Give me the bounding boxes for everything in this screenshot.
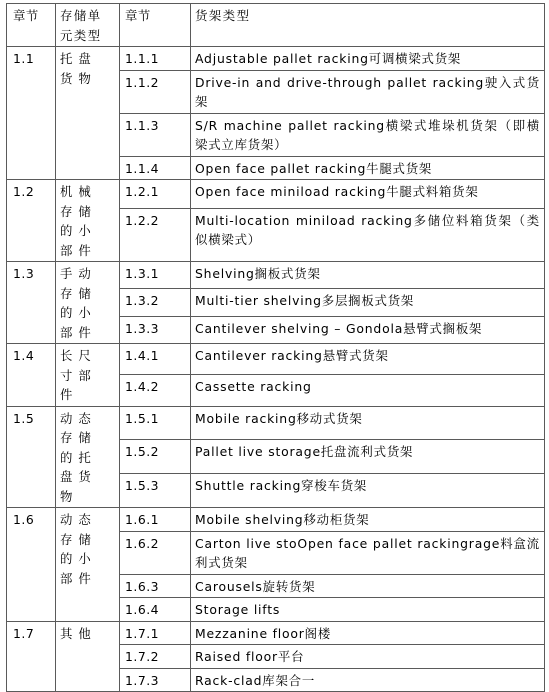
subsection-number: 1.2.2 <box>120 208 191 261</box>
storage-unit-type: 机械存储的小部件 <box>56 180 120 262</box>
rack-type: Shuttle racking穿梭车货架 <box>191 474 545 508</box>
table-row <box>7 47 545 71</box>
storage-unit-type: 动态存储的托盘货物 <box>56 406 120 508</box>
table-row <box>7 621 545 645</box>
rack-type: Mezzanine floor阁楼 <box>191 621 545 645</box>
subsection-number: 1.7.1 <box>120 621 191 645</box>
subsection-number: 1.5.2 <box>120 440 191 474</box>
rack-classification-table <box>6 3 545 692</box>
rack-type: Drive-in and drive-through pallet racking驶入式货架 <box>191 70 545 113</box>
subsection-number: 1.5.3 <box>120 474 191 508</box>
section-number: 1.3 <box>7 262 56 344</box>
table-row <box>7 344 545 375</box>
section-number: 1.4 <box>7 344 56 407</box>
subsection-number: 1.1.3 <box>120 113 191 156</box>
header-subsection: 章节 <box>120 4 191 47</box>
rack-type: Rack-clad库架合一 <box>191 668 545 692</box>
rack-type: Mobile shelving移动柜货架 <box>191 508 545 532</box>
subsection-number: 1.5.1 <box>120 406 191 440</box>
subsection-number: 1.6.2 <box>120 531 191 574</box>
table-body <box>7 47 545 692</box>
subsection-number: 1.6.4 <box>120 598 191 622</box>
header-section: 章节 <box>7 4 56 47</box>
section-number: 1.5 <box>7 406 56 508</box>
rack-type: Adjustable pallet racking可调横梁式货架 <box>191 47 545 71</box>
rack-type: Mobile racking移动式货架 <box>191 406 545 440</box>
storage-unit-type: 手动存储的小部件 <box>56 262 120 344</box>
subsection-number: 1.6.1 <box>120 508 191 532</box>
rack-type: Open face miniload racking牛腿式料箱货架 <box>191 180 545 209</box>
section-number: 1.1 <box>7 47 56 180</box>
subsection-number: 1.7.2 <box>120 645 191 669</box>
header-storage-type: 存储单元类型 <box>56 4 120 47</box>
rack-type: Cantilever racking悬臂式货架 <box>191 344 545 375</box>
table-row <box>7 180 545 209</box>
storage-unit-type: 托盘货物 <box>56 47 120 180</box>
section-number: 1.6 <box>7 508 56 622</box>
subsection-number: 1.3.1 <box>120 262 191 289</box>
rack-type: Carton live stoOpen face pallet rackingrage料盒流利式货架 <box>191 531 545 574</box>
subsection-number: 1.3.2 <box>120 289 191 316</box>
subsection-number: 1.1.1 <box>120 47 191 71</box>
rack-type: Shelving搁板式货架 <box>191 262 545 289</box>
subsection-number: 1.4.1 <box>120 344 191 375</box>
rack-type: Raised floor平台 <box>191 645 545 669</box>
rack-type: Storage lifts <box>191 598 545 622</box>
storage-unit-type: 长尺寸部件 <box>56 344 120 407</box>
subsection-number: 1.3.3 <box>120 316 191 343</box>
storage-unit-type: 动态存储的小部件 <box>56 508 120 622</box>
rack-type: Open face pallet racking牛腿式货架 <box>191 156 545 180</box>
subsection-number: 1.7.3 <box>120 668 191 692</box>
rack-type: Cassette racking <box>191 375 545 406</box>
subsection-number: 1.2.1 <box>120 180 191 209</box>
rack-type: Multi-location miniload racking多储位料箱货架（类似横梁式） <box>191 208 545 261</box>
subsection-number: 1.1.4 <box>120 156 191 180</box>
rack-type: Pallet live storage托盘流利式货架 <box>191 440 545 474</box>
rack-type: Multi-tier shelving多层搁板式货架 <box>191 289 545 316</box>
table-row <box>7 508 545 532</box>
subsection-number: 1.6.3 <box>120 574 191 598</box>
section-number: 1.2 <box>7 180 56 262</box>
table-row <box>7 406 545 440</box>
header-rack-type: 货架类型 <box>191 4 545 47</box>
header-row <box>7 4 545 47</box>
subsection-number: 1.4.2 <box>120 375 191 406</box>
rack-type: Cantilever shelving – Gondola悬臂式搁板架 <box>191 316 545 343</box>
storage-unit-type: 其他 <box>56 621 120 692</box>
rack-type: S/R machine pallet racking横梁式堆垛机货架（即横梁式立库货架） <box>191 113 545 156</box>
subsection-number: 1.1.2 <box>120 70 191 113</box>
rack-type: Carousels旋转货架 <box>191 574 545 598</box>
table-row <box>7 262 545 289</box>
section-number: 1.7 <box>7 621 56 692</box>
